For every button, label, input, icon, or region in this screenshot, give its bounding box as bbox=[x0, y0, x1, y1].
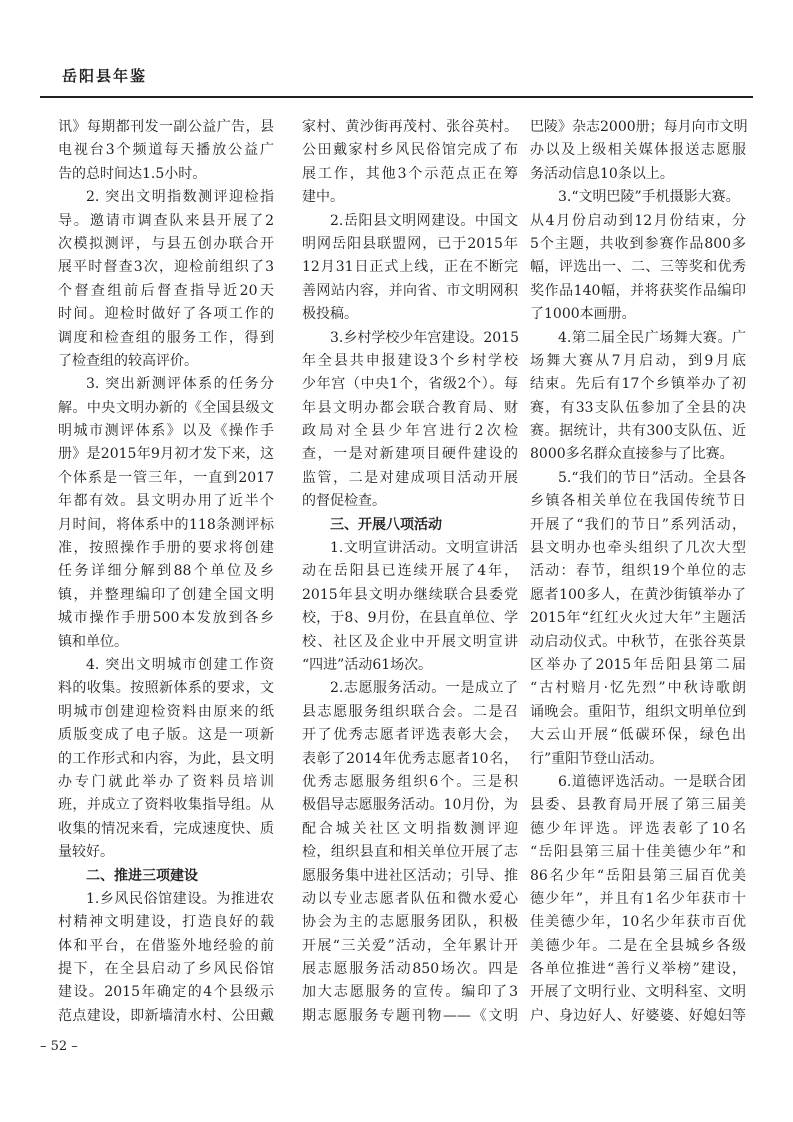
text-line: 城市操作手册500本发放到各乡 bbox=[58, 610, 274, 627]
text-line: 料的收集。按照新体系的要求，文 bbox=[58, 680, 274, 697]
text-line: 月时间，将体系中的118条测评标 bbox=[58, 516, 274, 533]
text-line: 结束。先后有17个乡镇举办了初 bbox=[530, 376, 746, 393]
page-number: – 52 – bbox=[40, 1039, 78, 1054]
text-line: 年县文明办都会联合教育局、财 bbox=[302, 399, 518, 416]
text-line: 明城市创建迎检资料由原来的纸 bbox=[58, 703, 274, 720]
text-line: 的工作形式和内容，为此，县文明 bbox=[58, 750, 274, 767]
text-line: 2. 突出文明指数测评迎检指 bbox=[86, 189, 274, 206]
text-line: 收集的情况来看，完成速度快、质 bbox=[58, 820, 274, 837]
text-line: 年都有效。县文明办用了近半个 bbox=[58, 493, 274, 510]
text-line: 各单位推进“善行义举榜”建设， bbox=[530, 961, 746, 978]
text-line: “四进”活动61场次。 bbox=[302, 656, 433, 673]
text-line: 佳美德少年，10名少年获市百优 bbox=[530, 914, 746, 931]
text-line: 表彰了2014年优秀志愿者10名， bbox=[302, 750, 518, 767]
text-line: “岳阳县第三届十佳美德少年”和 bbox=[530, 844, 746, 861]
text-line: 2015年“红红火火过大年”主题活 bbox=[530, 610, 746, 627]
text-line: 配合城关社区文明指数测评迎 bbox=[302, 820, 518, 837]
text-line: 2.志愿服务活动。一是成立了 bbox=[330, 680, 518, 697]
text-line: 告的总时间达1.5小时。 bbox=[58, 165, 207, 182]
text-line: 奖作品140幅，并将获奖作品编印 bbox=[530, 282, 746, 299]
text-line: 了1000本画册。 bbox=[530, 306, 636, 323]
text-line: 幅，评选出一、二、三等奖和优秀 bbox=[530, 259, 746, 276]
text-line: 监管，二是对建成项目活动开展 bbox=[302, 469, 518, 486]
text-line: 建中。 bbox=[302, 189, 344, 206]
text-line: 场舞大赛从7月启动，到9月底 bbox=[530, 352, 746, 369]
text-line: 户、身边好人、好婆婆、好媳妇等 bbox=[530, 1007, 746, 1024]
text-line: 动在岳阳县已连续开展了4年， bbox=[302, 563, 518, 580]
text-line: 加大志愿服务的宣传。编印了3 bbox=[302, 984, 518, 1001]
text-line: 校，于8、9月份，在县直单位、学 bbox=[302, 610, 518, 627]
text-line: 5.“我们的节日”活动。全县各 bbox=[558, 469, 746, 486]
text-line: 政局对全县少年宫进行2次检 bbox=[302, 423, 518, 440]
text-line: 德少年评选。评选表彰了10名 bbox=[530, 820, 746, 837]
text-column-2 bbox=[302, 116, 518, 1028]
text-line: 区举办了2015年岳阳县第二届 bbox=[530, 656, 746, 673]
text-line: 县委、县教育局开展了第三届美 bbox=[530, 797, 746, 814]
text-line: 活动：春节，组织19个单位的志 bbox=[530, 563, 746, 580]
text-line: 校、社区及企业中开展文明宣讲 bbox=[302, 633, 518, 650]
text-line: 镇，并整理编印了创建全国文明 bbox=[58, 586, 274, 603]
text-line: 了检查组的较高评价。 bbox=[58, 352, 198, 369]
text-line: 3.乡村学校少年宫建设。2015 bbox=[330, 329, 519, 346]
text-line: 从4月份启动到12月份结束，分 bbox=[530, 212, 746, 229]
text-line: 4.第二届全民广场舞大赛。广 bbox=[558, 329, 746, 346]
text-line: 12月31日正式上线，正在不断完 bbox=[302, 259, 518, 276]
text-line: 德少年”，并且有1名少年获市十 bbox=[530, 890, 746, 907]
text-line: 赛，有33支队伍参加了全县的决 bbox=[530, 399, 746, 416]
text-line: 4. 突出文明城市创建工作资 bbox=[86, 656, 274, 673]
text-line: 时间。迎检时做好了各项工作的 bbox=[58, 306, 274, 323]
text-line: “古村赔月·忆先烈”中秋诗歌朗 bbox=[530, 680, 746, 697]
text-line: 8000多名群众直接参与了比赛。 bbox=[530, 446, 734, 463]
text-line: 任务详细分解到88个单位及乡 bbox=[58, 563, 274, 580]
text-line: 调度和检查组的服务工作，得到 bbox=[58, 329, 274, 346]
text-line: 查，一是对新建项目硬件建设的 bbox=[302, 446, 518, 463]
text-line: 次模拟测评，与县五创办联合开 bbox=[58, 235, 274, 252]
text-line: 村精神文明建设，打造良好的载 bbox=[58, 914, 274, 931]
text-line: 办以及上级相关媒体报送志愿服 bbox=[530, 142, 746, 159]
text-line: 电视台3个频道每天播放公益广 bbox=[58, 142, 274, 159]
text-line: 范点建设，即新墙清水村、公田戴 bbox=[58, 1007, 274, 1024]
text-line: 动以专业志愿者队伍和微水爱心 bbox=[302, 890, 518, 907]
text-line: 展工作，其他3个示范点正在筹 bbox=[302, 165, 518, 182]
text-column-1 bbox=[58, 116, 274, 1028]
text-line: 优秀志愿服务组织6个。三是积 bbox=[302, 773, 518, 790]
text-line: 乡镇各相关单位在我国传统节日 bbox=[530, 493, 746, 510]
text-line: 建设。2015年确定的4个县级示 bbox=[58, 984, 274, 1001]
text-line: 镇和单位。 bbox=[58, 633, 128, 650]
text-line: 诵晚会。重阳节，组织文明单位到 bbox=[530, 703, 746, 720]
text-line: 2015年县文明办继续联合县委党 bbox=[302, 586, 518, 603]
text-line: 巴陵》杂志2000册；每月向市文明 bbox=[530, 119, 748, 135]
text-line: 3. 突出新测评体系的任务分 bbox=[86, 376, 274, 393]
text-line: 量较好。 bbox=[58, 844, 114, 861]
text-line: 县文明办也牵头组织了几次大型 bbox=[530, 540, 746, 557]
text-line: 开展了“我们的节日”系列活动， bbox=[530, 516, 746, 533]
header-rule bbox=[40, 96, 753, 98]
text-line: 准，按照操作手册的要求将创建 bbox=[58, 540, 274, 557]
text-line: 协会为主的志愿服务团队，积极 bbox=[302, 914, 518, 931]
text-line: 年全县共申报建设3个乡村学校 bbox=[302, 352, 518, 369]
text-line: 少年宫（中央1个，省级2个）。每 bbox=[302, 376, 518, 393]
text-line: 赛。据统计，共有300支队伍、近 bbox=[530, 423, 746, 440]
text-line: 展志愿服务活动850场次。四是 bbox=[302, 961, 518, 978]
text-line: 开了优秀志愿者评选表彰大会， bbox=[302, 727, 518, 744]
text-line: 个督查组前后督查指导近20天 bbox=[58, 282, 274, 299]
text-line: 2.岳阳县文明网建设。中国文 bbox=[330, 212, 518, 229]
text-line: 5个主题，共收到参赛作品800多 bbox=[530, 235, 746, 252]
text-line: 质版变成了电子版。这是一项新 bbox=[58, 727, 274, 744]
text-line: 动启动仪式。中秋节，在张谷英景 bbox=[530, 633, 746, 650]
text-line: 班，并成立了资料收集指导组。从 bbox=[58, 797, 274, 814]
text-line: 公田戴家村乡风民俗馆完成了布 bbox=[302, 142, 518, 159]
text-line: 开展“三关爱”活动，全年累计开 bbox=[302, 937, 518, 954]
text-line: 导。邀请市调查队来县开展了2 bbox=[58, 212, 274, 229]
text-line: 大云山开展“低碳环保，绿色出 bbox=[530, 727, 746, 744]
text-line: 务活动信息10条以上。 bbox=[530, 165, 674, 182]
text-line: 家村、黄沙街再茂村、张谷英村。 bbox=[302, 119, 518, 135]
text-line: 愿服务集中进社区活动；引导、推 bbox=[302, 867, 518, 884]
text-line: 6.道德评选活动。一是联合团 bbox=[558, 773, 746, 790]
text-line: 极投稿。 bbox=[302, 306, 358, 323]
text-line: 善网站内容，并向省、市文明网积 bbox=[302, 282, 518, 299]
text-line: 体和平台，在借鉴外地经验的前 bbox=[58, 937, 274, 954]
text-line: 个体系是一管三年，一直到2017 bbox=[58, 469, 274, 486]
text-line: 行”重阳节登山活动。 bbox=[530, 750, 664, 767]
text-line: 解。中央文明办新的《全国县级文 bbox=[58, 399, 274, 416]
text-line: 美德少年。二是在全县城乡各级 bbox=[530, 937, 746, 954]
text-line: 县志愿服务组织联合会。二是召 bbox=[302, 703, 518, 720]
text-line: 册》是2015年9月初才发下来，这 bbox=[58, 446, 274, 463]
text-column-3 bbox=[530, 116, 746, 1028]
text-line: 的督促检查。 bbox=[302, 493, 386, 510]
text-line: 愿者100多人，在黄沙街镇举办了 bbox=[530, 586, 746, 603]
text-line: 明城市测评体系》以及《操作手 bbox=[58, 423, 274, 440]
text-line: 1.乡风民俗馆建设。为推进农 bbox=[86, 890, 274, 907]
text-line: 提下，在全县启动了乡风民俗馆 bbox=[58, 961, 274, 978]
running-header-title: 岳阳县年鉴 bbox=[62, 67, 148, 85]
text-line: 检，组织县直和相关单位开展了志 bbox=[302, 844, 518, 861]
text-line: 期志愿服务专题刊物——《文明 bbox=[302, 1007, 518, 1024]
text-line: 办专门就此举办了资料员培训 bbox=[58, 773, 274, 790]
text-line: 展平时督查3次，迎检前组织了3 bbox=[58, 259, 274, 276]
text-line: 讯》每期都刊发一副公益广告，县 bbox=[58, 119, 274, 135]
text-line: 开展了文明行业、文明科室、文明 bbox=[530, 984, 746, 1001]
text-line: 1.文明宣讲活动。文明宣讲活 bbox=[330, 540, 518, 557]
text-line: 明网岳阳县联盟网，已于2015年 bbox=[302, 235, 518, 252]
text-line: 86名少年“岳阳县第三届百优美 bbox=[530, 867, 746, 884]
text-line: 极倡导志愿服务活动。10月份，为 bbox=[302, 797, 518, 814]
text-line: 3.“文明巴陵”手机摄影大赛。 bbox=[558, 189, 740, 206]
section-heading: 三、开展八项活动 bbox=[330, 516, 442, 533]
section-heading: 二、推进三项建设 bbox=[86, 867, 198, 884]
